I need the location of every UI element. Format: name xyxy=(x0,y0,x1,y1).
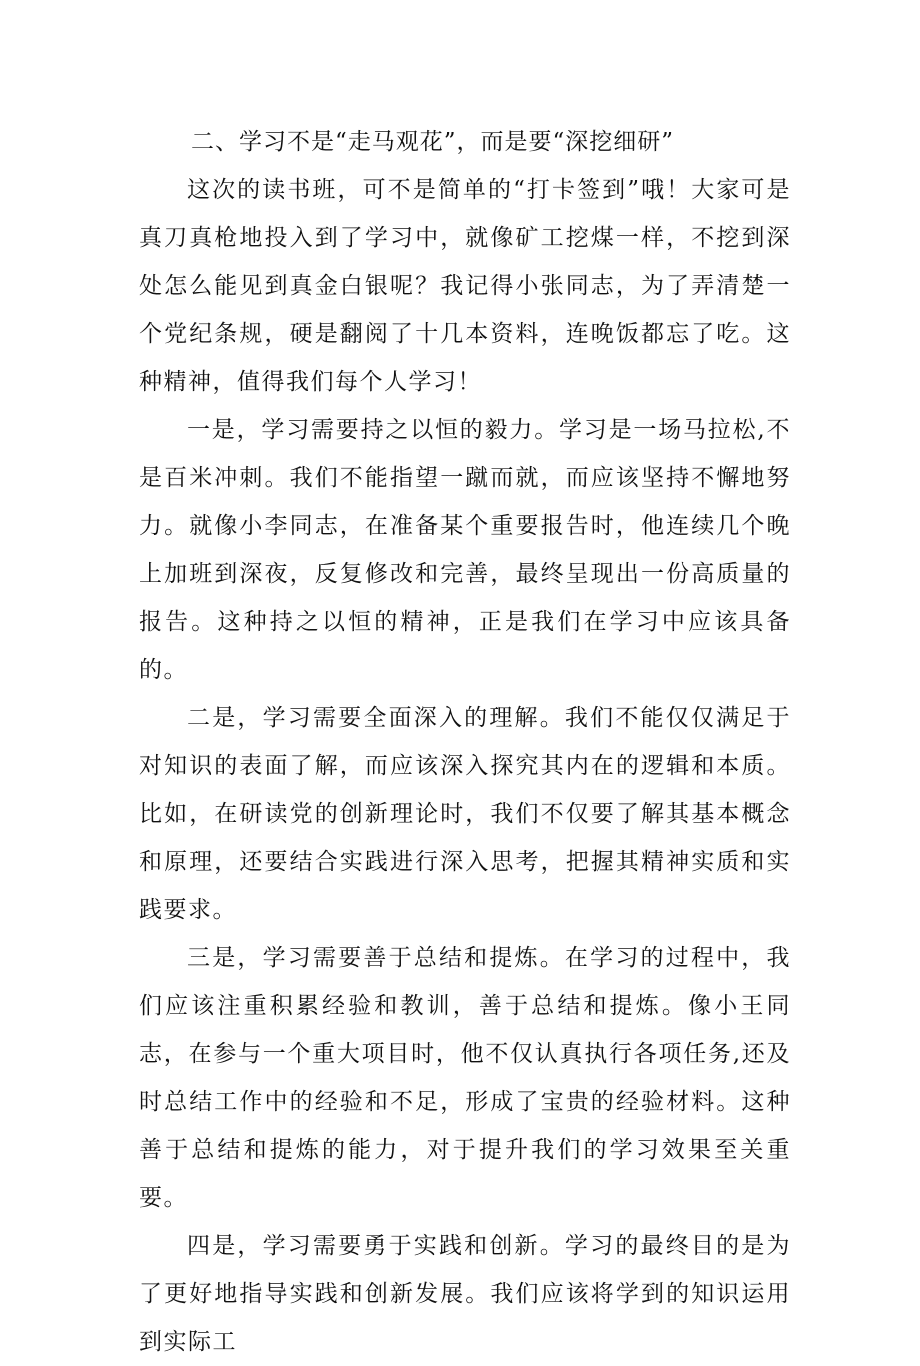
paragraph-intro: 这次的读书班，可不是简单的“打卡签到”哦！大家可是真刀真枪地投入到了学习中，就像矿工挖煤一样，不挖到深处怎么能见到真金白银呢？我记得小张同志，为了弄清楚一个党纪条规，硬是翻阅了十几本资料，连晚饭都忘了吃。这种精神，值得我们每个人学习！ xyxy=(139,177,791,395)
document-page xyxy=(139,118,791,1366)
paragraph-point-one: 一是，学习需要持之以恒的毅力。学习是一场马拉松,不是百米冲刺。我们不能指望一蹴而就，而应该坚持不懈地努力。就像小李同志，在准备某个重要报告时，他连续几个晚上加班到深夜，反复修改和完善，最终呈现出一份高质量的报告。这种持之以恒的精神，正是我们在学习中应该具备的。 xyxy=(139,417,791,683)
paragraph-point-three: 三是，学习需要善于总结和提炼。在学习的过程中，我们应该注重积累经验和教训，善于总结和提炼。像小王同志，在参与一个重大项目时，他不仅认真执行各项任务,还及时总结工作中的经验和不足，形成了宝贵的经验材料。这种善于总结和提炼的能力，对于提升我们的学习效果至关重要。 xyxy=(139,945,791,1211)
paragraph-point-two: 二是，学习需要全面深入的理解。我们不能仅仅满足于对知识的表面了解，而应该深入探究其内在的逻辑和本质。比如，在研读党的创新理论时，我们不仅要了解其基本概念和原理，还要结合实践进行深入思考，把握其精神实质和实践要求。 xyxy=(139,705,791,923)
section-heading: 二、学习不是“走马观花”，而是要“深挖细研” xyxy=(191,129,675,155)
paragraph-point-four: 四是，学习需要勇于实践和创新。学习的最终目的是为了更好地指导实践和创新发展。我们应该将学到的知识运用到实际工 xyxy=(139,1233,791,1355)
